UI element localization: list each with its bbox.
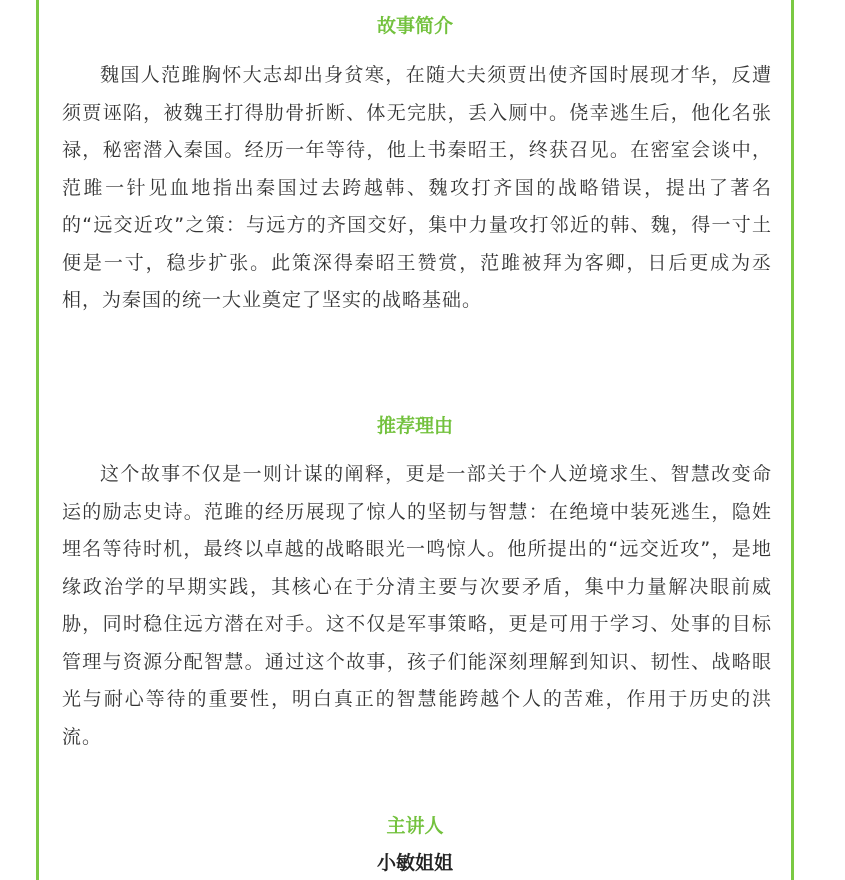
intro-section-title: 故事简介 <box>376 15 453 37</box>
reason-paragraph: 这个故事不仅是一则计谋的阐释，更是一部关于个人逆境求生、智慧改变命运的励志史诗。范雎的经历展现了惊人的坚韧与智慧：在绝境中装死逃生，隐姓埋名等待时机，最终以卓越的战略眼光一鸣惊人。他所提出的“远交近攻”，是地缘政治学的早期实践，其核心在于分清主要与次要矛盾，集中力量解决眼前威胁，同时稳住远方潜在对手。这不仅是军事策略，更是可用于学习、处事的目标管理与资源分配智慧。通过这个故事，孩子们能深刻理解到知识、韧性、战略眼光与耐心等待的重要性，明白真正的智慧能跨越个人的苦难，作用于历史的洪流。 <box>62 463 772 748</box>
presenter-name: 小敏姐姐 <box>376 852 453 874</box>
reason-section-title: 推荐理由 <box>376 415 453 437</box>
intro-paragraph: 魏国人范雎胸怀大志却出身贫寒，在随大夫须贾出使齐国时展现才华，反遭须贾诬陷，被魏王打得肋骨折断、体无完肤，丢入厕中。侥幸逃生后，他化名张禄，秘密潜入秦国。经历一年等待，他上书秦昭王，终获召见。在密室会谈中，范雎一针见血地指出秦国过去跨越韩、魏攻打齐国的战略错误，提出了著名的“远交近攻”之策：与远方的齐国交好，集中力量攻打邻近的韩、魏，得一寸土便是一寸，稳步扩张。此策深得秦昭王赞赏，范雎被拜为客卿，日后更成为丞相，为秦国的统一大业奠定了坚实的战略基础。 <box>62 64 772 311</box>
presenter-section-title: 主讲人 <box>386 815 444 837</box>
